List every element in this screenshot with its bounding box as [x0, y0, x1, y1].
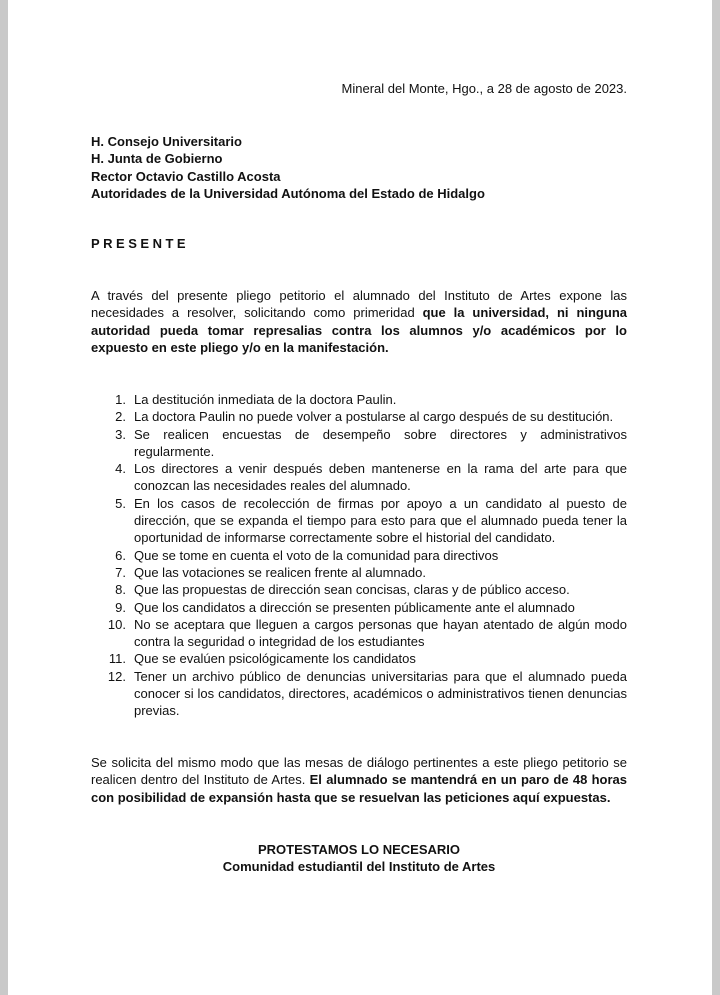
salutation: PRESENTE [91, 236, 190, 251]
petition-text: No se aceptara que lleguen a cargos personas que hayan atentado de algún modo contra la seguridad o integridad de los estudiantes [134, 616, 627, 650]
petition-number: 1. [115, 392, 126, 407]
signature-block [91, 841, 627, 876]
petition-text: Que las propuestas de dirección sean concisas, claras y de público acceso. [134, 582, 570, 598]
petition-number: 9. [115, 599, 126, 615]
petition-text: Que se tome en cuenta el voto de la comunidad para directivos [134, 547, 499, 563]
petition-number: 7. [115, 564, 126, 580]
petition-text: Se realicen encuestas de desempeño sobre directores y administrativos regularmente. [134, 426, 627, 459]
petition-number: 6. [115, 547, 126, 563]
petition-list [91, 391, 627, 720]
petition-item [91, 495, 627, 547]
petition-number: 5. [115, 495, 126, 511]
petition-text: La doctora Paulin no puede volver a postularse al cargo después de su destitución. [134, 409, 614, 425]
petition-item [91, 408, 627, 425]
petition-item [91, 547, 627, 564]
petition-text: La destitución inmediata de la doctora Paulin. [134, 392, 397, 407]
petition-item [91, 599, 627, 616]
closing-text: Se solicita del mismo modo que las mesas de diálogo pertinentes a este pliego petitorio se realicen dentro del Instituto de Artes. [91, 755, 627, 788]
petition-text: Que se evalúen psicológicamente los candidatos [134, 651, 416, 667]
petition-item [91, 391, 627, 408]
document-page [8, 0, 712, 995]
petition-number: 2. [115, 409, 126, 425]
signature-signatory: Comunidad estudiantil del Instituto de Artes [222, 859, 496, 875]
petition-text: En los casos de recolección de firmas por apoyo a un candidato al puesto de dirección, que se expanda el tiempo para esto para que el alumnado pueda tener la oportunidad de informarse correctamente sobre el historial del candidato. [134, 495, 627, 546]
petition-text: Los directores a venir después deben mantenerse en la rama del arte para que conozcan las necesidades reales del alumnado. [134, 461, 627, 494]
closing-bold-text: El alumnado se mantendrá en un paro de 48 horas con posibilidad de expansión hasta que se resuelvan las peticiones aquí expuestas. [91, 772, 627, 805]
closing-paragraph [91, 754, 627, 806]
petition-text: Que las votaciones se realicen frente al alumnado. [134, 564, 426, 580]
petition-number: 11. [108, 651, 126, 667]
intro-paragraph [91, 287, 627, 356]
petition-text: Que los candidatos a dirección se presenten públicamente ante el alumnado [134, 599, 575, 615]
intro-bold-text: que la universidad, ni ninguna autoridad pueda tomar represalias contra los alumnos y/o académicos por lo expuesto en este pliego y/o en la manifestación. [91, 305, 627, 355]
petition-number: 8. [115, 582, 126, 598]
petition-item [91, 564, 627, 581]
petition-item [91, 616, 627, 651]
intro-text: A través del presente pliego petitorio el alumnado del Instituto de Artes expone las necesidades a resolver, solicitando como primeridad [91, 288, 627, 321]
petition-item [91, 460, 627, 495]
signature-motto: PROTESTAMOS LO NECESARIO [258, 842, 460, 857]
petition-number: 10. [107, 616, 126, 632]
addressee-block [91, 133, 485, 202]
addressee-line: H. Consejo Universitario [91, 134, 242, 149]
petition-item [91, 426, 627, 461]
petition-text: Tener un archivo público de denuncias universitarias para que el alumnado pueda conocer si los candidatos, directores, académicos o administrativos tienen denuncias previas. [134, 668, 627, 719]
petition-number: 12. [107, 668, 126, 684]
petition-item [91, 668, 627, 720]
petition-item [91, 650, 627, 667]
petition-number: 4. [115, 461, 126, 477]
date-line: Mineral del Monte, Hgo., a 28 de agosto de 2023. [341, 81, 627, 96]
addressee-line: Autoridades de la Universidad Autónoma del Estado de Hidalgo [91, 185, 485, 201]
addressee-line: Rector Octavio Castillo Acosta [91, 168, 281, 184]
petition-item [91, 581, 627, 598]
petition-number: 3. [115, 426, 126, 442]
addressee-line: H. Junta de Gobierno [91, 151, 223, 167]
